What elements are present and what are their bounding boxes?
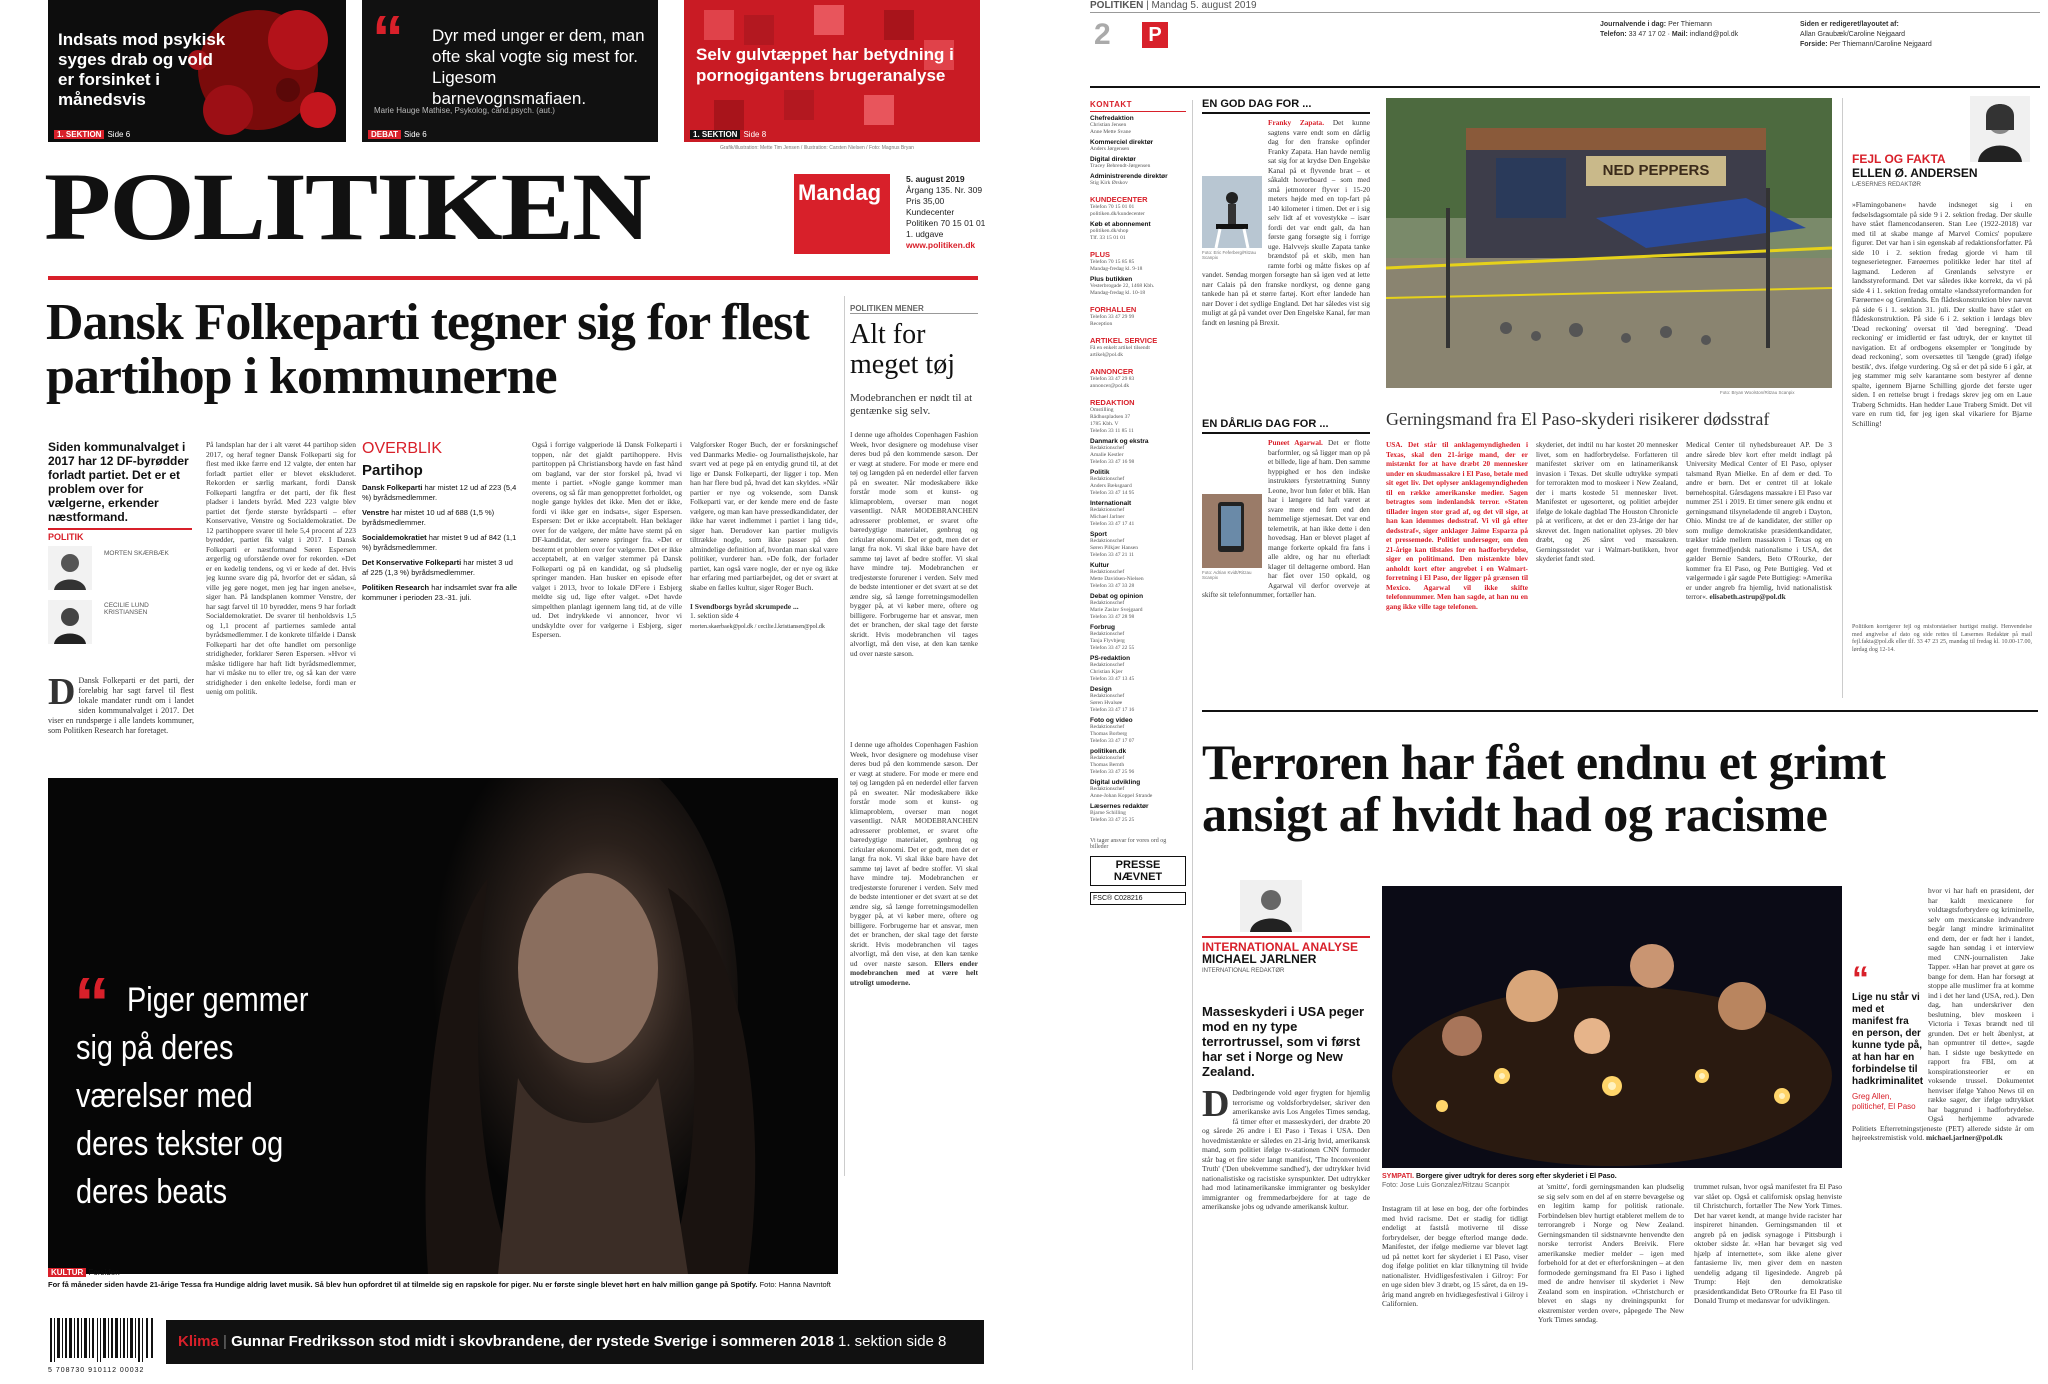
author-2-avatar (48, 600, 92, 644)
analysis-role: INTERNATIONAL REDAKTØR (1202, 968, 1285, 974)
masthead-info (906, 174, 985, 251)
editorial-rule (844, 296, 845, 1176)
teaser-2[interactable] (362, 0, 658, 142)
kultur-quote: Piger gemmer sig på deres værelser med deres tekster og deres beats (76, 981, 309, 1211)
teaser-1-tag: 1. SEKTION Side 6 (54, 130, 130, 139)
contact-group: Sport Redaktionschef Søren Pilkjær Hansen Telefon 33 47 21 11 (1090, 531, 1138, 558)
badday-title: EN DÅRLIG DAG FOR ... (1202, 418, 1370, 434)
crime-scene-image (1386, 98, 1832, 388)
teaser-2-tag: DEBAT Side 6 (368, 130, 427, 139)
shooting-body-col-1: USA. Det står til anklagemyndigheden i Texas, skal den 21-årige mand, der er mistænkt for at have dræbt 20 mennesker under en skudmassakre i El Paso, betale med sit eget liv. Det oplyser anklagemyndigheden til en række amerikanske medier. Sagen betragtes som indenlandsk terror. »Staten tillader ingen stor grad af, og det vil sige, at han kan idømmes dødsstraf. Vi vil gå efter dødsstraf«, siger anklager Jaime Esparza på et pressemøde. Politiet undersøger, om den 21-årige kan tilstales for en hadforbrydelse, siger en politimand. Den mistænkte blev anholdt kort efter angrebet i en Walmart-forretning i El Paso, der ligger på grænsen til Mexico. Agarwal vil ikke skifte telefonnummer. Men han sagde, at han nu en gang ikke ville tage telefonen. (1386, 440, 1528, 611)
fejl-rule (1842, 98, 1843, 698)
terror-headline[interactable]: Terroren har fået endnu et grimt ansigt af hvidt had og racisme (1202, 734, 1886, 842)
candlelight-vigil-image (1382, 886, 1842, 1168)
kultur-caption: For få måneder siden havde 21-årige Tessa fra Hundige aldrig lavet musik. Så blev hun opfordret til at tilmelde sig en rapskole for piger. Nu er første single blevet hørt en halv million gange på Spotify. Foto: Hanna Navntoft (48, 1280, 831, 1289)
analysis-author: MICHAEL JARLNER (1202, 952, 1317, 966)
terror-body-col-2: Instagram til at løse en bog, der ofte forbindes med hvid racisme. Det er stadig for tidligt endeligt at fastslå motiverne til disse forbrydelser, der begge efterlod mange døde. Manifestet, der ifølge medierne var blevet lagt ud på nettet kort før skyderiet i El Paso, viser dog ifølge politiet en klar tilknytning til hvide nationalister. Hvidligesfestivalen i Gilroy: For en uge siden blev 3 dræbt, og 15 såret, da en 19-årig mand angreb en hvidlægesfestival i Gilroy i Californien. (1382, 1204, 1528, 1308)
fejl-foot: Politiken korrigerer fejl og misforståelser hurtigst muligt. Henvendelse med angivelse af dato og side rettes til Læsernes Redaktør på mail fejl.fakta@pol.dk eller tlf. 33 47 23 25, mandag til fredag kl. 10.00-17.00, lørdag dog 12-14. (1852, 624, 2032, 653)
editorial-dek: Modebranchen er nødt til at gentænke sig selv. (850, 392, 973, 417)
contact-group: Design Redaktionschef Søren Hvalsøe Telefon 33 47 17 16 (1090, 686, 1135, 713)
contact-group: politiken.dk Redaktionschef Thomas Bernth Telefon 33 47 25 96 (1090, 748, 1135, 775)
overblik-box (362, 440, 520, 690)
contact-group: Danmark og ekstra Redaktionschef Amalie Kestler Telefon 33 47 16 98 (1090, 438, 1149, 465)
pull-quote: “ Lige nu står vi med et manifest fra en person, der kunne tyde på, at han har en forbindelse til hadkriminalitet Greg Allen, politichef, El Paso (1852, 960, 1924, 1111)
lead-more[interactable]: I Svendborgs byråd skrumpede ... (690, 601, 799, 611)
p2-layout: Siden er redigeret/layoutet af: Allan Graubæk/Caroline Nejgaard Forside: Per Thiemann/Caroline Nejgaard (1800, 21, 1932, 48)
terror-dek: Masseskyderi i USA peger mod en ny type terrortrussel, som vi først har set i Norge og New Zealand. (1202, 1004, 1365, 1079)
masthead-date: 5. august 2019 (906, 174, 965, 184)
teaser-2-text: Dyr med unger er dem, man ofte skal vogte sig mest for. Ligesom barnevognsmafiaen. (432, 26, 645, 108)
editorial-foot: Ellers ender modebranchen med at være helt utroligt umoderne. (850, 958, 978, 987)
badday-text: Puneet Agarwal. Det er flotte barformler, og så ligger man op på et billede, lige af ham. Den samme hyppighed er hos den indiske instruktørs fyrstetrætning Sunny Leone, hvor hun føler et blik. Han har i længere tid haft været at svare mere end fem end den hemmelige stjernesæt. Det var end telemetrik, at han ikke dette i den hovedsag. Han er blevet plaget af mange forkerte opkald fra fans i alle aldre, og har nu efterladt klager til deltagerne ombord. Han har fået over 150 opkald, og Agarwal vil derfor overveje at skifte sit telefonnummer, fortæller han. (1202, 438, 1370, 599)
overblik-item: Dansk Folkeparti har mistet 12 ud af 223 (5,4 %) byrådsmedlemmer. (362, 483, 517, 502)
contact-group: FORHALLEN Telefon 33 47 29 99 Reception (1090, 305, 1137, 327)
footer-text: Gunnar Fredriksson stod midt i skovbrandene, der rystede Sverige i sommeren 2018 (231, 1333, 834, 1350)
masthead-logo[interactable]: POLITIKEN (44, 152, 650, 261)
lead-more-ref: 1. sektion side 4 (690, 611, 739, 620)
mid-rule (1202, 710, 2038, 712)
contact-group: ANNONCER Telefon 33 47 29 83 annoncer@pol.dk (1090, 367, 1135, 389)
badday-caption: Foto: Adrian Kvidt/Ritzau Scanpix (1202, 570, 1252, 580)
footer-kicker: Klima (178, 1333, 219, 1350)
author-1-avatar (48, 546, 92, 590)
author-1-name: MORTEN SKÆRBÆK (104, 550, 169, 557)
contact-group: PS-redaktion Redaktionschef Christian Kjær Telefon 33 47 13 45 (1090, 655, 1135, 682)
shooting-body-col-2: skyderiet, det indtil nu har kostet 20 mennesker livet, som en hadforbrydelse. Forfatteren til manifestet skriver om en latinamerikansk invasion i Texas. Det skulle udtrykke sympati for terrorakten mod to moskeer i New Zealand, der i marts kostede 51 mennesker livet. Manifestet er ugesorteret, og politiet arbejder ifølge de lokale dagblad The Houston Chronicle på at verificere, at det er den 23-årige der har skrevet det. Ingen nationalitet oplyses. 20 blev dræbt, og 26 såret ved massakren. Gerningsstedet var i Walmart-butikken, hvor skyderiet fandt sted. (1536, 440, 1678, 563)
teaser-3-tag: 1. SEKTION Side 8 (690, 130, 766, 139)
footer-bar[interactable]: Klima | Gunnar Fredriksson stod midt i skovbrandene, der rystede Sverige i sommeren 2018 1. sektion side 8 (166, 1320, 984, 1364)
contact-group: Chefredaktion Christian Jensen Anne Mette Svane (1090, 115, 1134, 135)
masthead-phone: Politiken 70 15 01 01 (906, 218, 986, 228)
overblik-item: Venstre har mistet 10 ud af 688 (1,5 %) byrådsmedlemmer. (362, 508, 495, 527)
p2-editors: Journalvende i dag: Per Thiemann Telefon: 33 47 17 02 · Mail: indland@pol.dk (1600, 21, 1739, 38)
page-number: 2 (1094, 18, 1111, 51)
contact-group: REDAKTION Omstilling Rådhuspladsen 37 1785 Kbh. V Telefon 33 11 85 11 (1090, 398, 1135, 434)
author-2-name: CECILIE LUND KRISTIANSEN (104, 602, 149, 616)
quote-icon: “ (74, 964, 110, 1044)
editorial-body-col-2: I denne uge afholdes Copenhagen Fashion Week, hvor designere og modehuse viser deres bud på den kommende sæson. Der er vægt at studere. For mode er mere end tøj og længden på en nederdel eller farven på en sweater. Når modeskabere ikke forstår mode som et kunst- og klimaproblem, overser man noget væsentligt. NÅR MODEBRANCHEN adresserer problemet, er svaret ofte bæredygtige materialer, genbrug og cirkulær økonomi. Det er godt, men det er langt fra nok. Vi skal ikke bare have det samme tøj lavet af bedre stoffer. Vi skal have mindre tøj. Modebranchen er tredjestørste forurener i verden. Selv med de bedste intentioner er det svært at se det ændre sig, så længe forretningsmodellen bygger på, at vi køber mere, oftere og billigere. Forbrugerne har et ansvar, men det er branchen, der skal tage det første skridt. Hvis modebranchen vil tages alvorligt, må den vise, at den kan tænke ud over næste sæson. Ellers ender modebranchen med at være helt utroligt umoderne. (850, 740, 978, 987)
lead-section: POLITIK (48, 528, 192, 542)
terror-body-col-1: D Dødbringende vold øger frygten for hjemlig terrorisme og voldsforbrydelser, skriver den amerikanske avis Los Angeles Times søndag, få timer efter et masseskyderi, der dræbte 20 og sårede 26 andre i El Paso i Texas i USA. Den hovedmistænkte er således en 21-årig hvid, amerikansk mand, som politiet ifølge tv-stationen CNN formoder står bag et fire sider langt manifest, 'The Inconvenient Truth' ('Den ubekvemme sandhed'), der udtrykker hvid nationalistiske og racistiske synspunkter. Det udtrykker had mod latinamerikanske immigranter og beskylder immigranter og fremmedarbejdere for at tage de amerikanske jobs og udvande amerikansk kultur. (1202, 1088, 1370, 1211)
barcode-icon (48, 1318, 156, 1362)
contact-group: PLUS Telefon 70 15 85 85 Mandag-fredag kl. 9-18 (1090, 250, 1143, 272)
fejl-kicker: FEJL OG FAKTA (1852, 152, 1946, 166)
masthead-url[interactable]: www.politiken.dk (906, 240, 976, 250)
contact-group: Administrerende direktør Stig Kirk Ørskov (1090, 173, 1168, 186)
goodday-text: Franky Zapata. Det kunne sagtens være endt som en dårlig dag for den franske opfinder Franky Zapata. Han havde nemlig sat sig for at krydse Den Engelske Kanal på et flyvende bræt – et såkaldt hoverboard – som med små jetmotorer flyver i 15-20 meters højde med en top-fart på 140 kilometer i timen. Det er i sig selv lidt af et vovestykke – især fordi det var endt galt, da han første gang forsøgte sig i forrige uge. Halvvejs skulle Zapata tanke brændstof på et skib, men han ramte forbi og måtte fiskes op af vandet. Søndag morgen forsøgte han så igen ved at lette nær Calais på den franske nordkyst, og denne gang tankede han på et større fartøj. Kort efter landede han nær Dover i det sydlige England. Det har således vist sig muligt at gå på vandet over Den Engelske Kanal, før man fandt en løsning på Brexit. (1202, 118, 1370, 327)
kultur-photo[interactable] (48, 778, 838, 1274)
fejl-author: ELLEN Ø. ANDERSEN (1852, 166, 1978, 180)
overblik-item: Politiken Research har indsamlet svar fra alle kommuner i perioden 23.-31. juli. (362, 583, 518, 602)
p2-header-brand: POLITIKEN | Mandag 5. august 2019 (1090, 0, 1257, 11)
fsc-logo: FSC® C028216 (1090, 892, 1186, 905)
p2-header-rule (1090, 12, 2040, 13)
p2-top-rule (1090, 86, 2040, 88)
sidebar-footer: Vi tager ansvar for vores ord og billeder (1090, 838, 1167, 850)
masthead-edition: 1. udgave (906, 229, 944, 239)
fejl-body: »Flamingobanen« havde indsneget sig i en fødselsdagsomtale på side 9 i 2. sektion fredag. Der skulle have stået flamencodanseren. Stan Lee (1922-2018) var med til at skabe mange af Marvel Comics' populære figurer. Det var han i sin egenskab af redaktionsforfatter. På side 10 i 2. sektion fredag gjorde vi ham til tegneserietegner. Færøernes politikke leder har titel af lagmand. Lederen af Grønlands selvstyre er landsstyreformand. Det var således ikke korrekt, da vi på side 4 i 1. sektion fredag omtalte »landsstyreformanden for Færøerne« og Grønlands. En flådeskonstruktion blev nævnt på side 6 i 1. sektion 31. juli. Der skulle have stået en flådeskonstruktion. På side 6 i 2. sektion i lørdags blev 'Dead reckoning' oversat til 'død beregning'. 'Dead reckoning' er imidlertid er fast udtryk, der er knyttet til navigation. Et af ordbogens eksempler er 'longitude by dead reckoning', som oversættes til 'længde (grad) ifølge bestik', dvs. ifølge vurdering. Og så er det på side 6 i går, at jeg stammer mig selv karantæne som bestyrer af denne spalte, igennem Bjarne Schilling gjorde det første uger siden. I en rettelse brugt i fredags skrev jeg om en Laue Traberg Schmidts. Han hedder Laue Traberg Smidt. Det vil vare en rum tid, før jeg igen skal vikariere for Bjarne Schilling! (1852, 200, 2032, 428)
lead-body-col-1: På landsplan har der i alt været 44 partihop siden 2017, og heraf tegner Dansk Folkeparti sig for flest med ikke færre end 12 valgte, der enten har forladt partiet eller er blevet ekskluderet. Rekorden er særlig markant, fordi Dansk Folkeparti langtfra er det parti, der fik flest pladser i landets byråd. Med 223 valgte blev partiet det fjerde største byrådsparti – efter Konservative, Venstre og Socialdemokratiet. De 12 partihoppere svarer til hele 5,4 procent af 223 byrødder, partiet fik valgt i 2017. I Dansk Folkeparti er næstformand Søren Espersen ærgerlig og uforstående over for rekorden. »Det er en kedelig tendens, og vi er kede af det. Hvis jeg kunne svare dig på, hvorfor det er sådan, så ville jeg gøre noget, men jeg har ingen anelse«, siger han. På landsplanen kommer Venstre, der har sagt farvel til 10 byrødder, mens 9 har forladt Socialdemokratiet. De svarer til henholdsvis 1,5 og 1,1 procent af partiernes samlede antal byrådsmedlemmer. I de konkrete tilfælde i Dansk Folkeparti har det ofte handlet om personlige stridigheder, forklarer Søren Espersen. »Hvor vi måske tidligere har haft lidt byrådsmedlemmer, har vi måske nu to eller tre, og så kan der være stridigheder i den enkelte ledelse, fordi man er uenig om politik. (206, 440, 356, 696)
contact-group: Kommerciel direktør Anders Jørgensen (1090, 139, 1154, 152)
lead-body-col-4: Valgforsker Roger Buch, der er forskningschef ved Danmarks Medie- og Journalisthøjskole, har svært ved at pege på en entydig grund til, at det lige er Dansk Folkeparti, der ligger i top. Men han har flere bud på, hvad det kan skyldes. »Når partier er nye og voksende, som Dansk Folkeparti var, er der kende mere end de faste vælgere, og man kan have pressedkandidater, der ikke har været indlemmet i partiet i lang tid«, siger han. Derudover kan partier muligvis tiltrække nogle, som ikke passer på den almindelige definition af, hvordan man skal være politiker, vurderer han. »De folk, der forlader partiet, kan også være nogle, der er nye og ikke har erfaring med partiarbejdet, og det er svært at skabe en fælles kultur, siger Roger Buch. I Svendborgs byråd skrumpede ... 1. sektion side 4 morten.skaerbaek@pol.dk / cecilie.l.kristiansen@pol.dk (690, 440, 838, 630)
masthead-issue: Årgang 135. Nr. 309 (906, 185, 983, 195)
restaurant-sign: NED PEPPERS (1602, 162, 1710, 179)
contact-group: Plus butikken Vesterbrogade 22, 1468 Kbh. Mandag-fredag kl. 10-18 (1090, 276, 1155, 296)
contact-groups (1090, 115, 1186, 824)
quote-icon: “ (1852, 960, 1869, 998)
lead-headline[interactable]: Dansk Folkeparti tegner sig for flest partihop i kommunerne (46, 294, 809, 405)
terror-body-col-4: trummet rulsan, hvor også manifestet fra El Paso var slået op. Også et californisk opslag henviste til Christchurch, fortæller The New York Times. Det har været kendt, at mange hvide racister har inspireret hinanden. Gerningsmanden til et angreb på en jødisk synagoge i Pittsburgh i oktober sidste år. »Han har bevæget sig ved hjælp af internettet«, som ikke alene giver fantasierne liv, men giver dem en næsten uendelig adgang til ligesindede. Angreb på Trump: Højt den demokratiske præsidentkandidat Beto O'Rourke fra El Paso til Donald Trump et medansvar for udviklingen. (1694, 1182, 1842, 1305)
teaser-1-text: Indsats mod psykisk syges drab og vold er forsinket i månedsvis (58, 30, 226, 109)
analysis-kicker: INTERNATIONAL ANALYSE (1202, 936, 1370, 954)
overblik-kicker: OVERBLIK (362, 440, 443, 457)
teaser-3[interactable] (684, 0, 980, 142)
overblik-item: Socialdemokratiet har mistet 9 ud af 842 (1,1 %) byrådsmedlemmer. (362, 533, 517, 552)
masthead-day: Mandag (794, 174, 890, 254)
kultur-tag: KULTUR Forsiden (48, 1268, 120, 1277)
barcode (48, 1318, 156, 1372)
shooting-photo-caption: Foto: Bryan Woolston/Ritzau Scanpix (1720, 390, 1795, 395)
quote-icon: “ (372, 2, 404, 74)
lead-emails: morten.skaerbaek@pol.dk / cecilie.l.kristiansen@pol.dk (690, 623, 825, 630)
barcode-number: 5 708730 910112 00032 (48, 1367, 145, 1374)
lead-intro: D Dansk Folkeparti er det parti, der foreløbig har sagt farvel til flest lokale mandater rundt om i landet siden kommunalvalget i 2017. Det viser en rundspørge i alle landets kommuner, som Politiken Research har foretaget. (48, 676, 194, 735)
contact-group: Kultur Redaktionschef Mette Davidsen-Nielsen Telefon 33 47 33 28 (1090, 562, 1144, 589)
goodday-title: EN GOD DAG FOR ... (1202, 98, 1370, 114)
teaser-1[interactable] (48, 0, 346, 142)
terror-body-col-5: “ Lige nu står vi med et manifest fra en person, der kunne tyde på, at han har en forbindelse til hadkriminalitet Greg Allen, politichef, El Paso hvor vi har haft en præsident, der har kaldt mexicanere for voldtægtsforbrydere og kriminelle, selv om mexicanske indvandrere begår langt mindre kriminalitet end dem, der er født her i landet, sagde han søndag i et interview med CNN-journalisten Jake Tapper. »Han har prøvet at gøre os bange for dem. Han har forsøgt at stoppe alle muslimer fra at komme ind i det her land (USA, red.). Den dag, han underskriver den beslutning, blev moskeen i Victoria i Texas brændt ned til grunden. Det er helt åbenlyst, at han opmuntrer til dette«, sagde han. I sidste uge beskyttede en rapport fra FBI, om at konspirationsteorier er en voksende trussel. Dokumentet henviser ifølge Yahoo News til en række sager, der ifølge udtrykket har baggrund i hadforbrydelse. Også herhjemme advarede Politiets Efterretningstjeneste (PET) allerede sidste år om højreekstremistisk vold. michael.jarlner@pol.dk (1852, 886, 2034, 1142)
teaser-3-text: Selv gulvtæppet har betydning i pornogigantens brugeranalyse (696, 45, 954, 85)
ellen-avatar (1970, 96, 2030, 162)
fejl-role: LÆSERNES REDAKTØR (1852, 182, 1922, 188)
overblik-item: Det Konservative Folkeparti har mistet 3 ud af 225 (1,3 %) byrådsmedlemmer. (362, 558, 513, 577)
contact-group: KUNDECENTER Telefon 70 15 01 01 politiken.dk/kundecenter (1090, 195, 1148, 217)
contact-group: Debat og opinion Redaktionschef Marie Zaslav Svejgaard Telefon 33 47 28 98 (1090, 593, 1144, 620)
contact-group: Politik Redaktionschef Anders Bæksgaard Telefon 33 47 14 95 (1090, 469, 1135, 496)
contact-group: Digital udvikling Redaktionschef Anne-Johan Koppel Strande (1090, 779, 1153, 799)
masthead-rule (48, 276, 978, 280)
contact-group: Køb et abonnement politiken.dk/shop Tlf. 33 15 01 01 (1090, 221, 1151, 241)
contact-group: Internationalt Redaktionschef Michael Jarlner Telefon 33 47 17 41 (1090, 500, 1135, 527)
drop-cap: D (48, 676, 76, 713)
footer-ref: 1. sektion side 8 (837, 1333, 947, 1350)
teaser-2-byline: Marie Hauge Mathise, Psykolog, cand.psych. (aut.) (374, 106, 555, 115)
lead-dek: Siden kommunalvalget i 2017 har 12 DF-byrødder forladt partiet. Det er et problem over for vælgerne, erkender næstformand. (48, 440, 189, 524)
p-badge: P (1142, 22, 1168, 48)
contact-sidebar (1090, 100, 1186, 1380)
masthead-price: Pris 35,00 (906, 196, 945, 206)
jarlner-avatar (1240, 880, 1302, 932)
pressenaevnet-logo: PRESSE NÆVNET (1090, 856, 1186, 886)
editorial-body-col-1: I denne uge afholdes Copenhagen Fashion Week, hvor designere og modehuse viser deres bud på den kommende sæson. Der er vægt at studere. For mode er mere end tøj og længden på en nederdel eller farven på en sweater. Når modeskabere ikke forstår mode som et kunst- og klimaproblem, overser man noget væsentligt. NÅR MODEBRANCHEN adresserer problemet, er svaret ofte bæredygtige materialer, genbrug og cirkulær økonomi. Det er godt, men det er langt fra nok. Vi skal ikke bare have det samme tøj lavet af bedre stoffer. Vi skal have mindre tøj. Modebranchen er tredjestørste forurener i verden. Selv med de bedste intentioner er det svært at se det ændre sig, så længe forretningsmodellen bygger på, at vi køber mere, oftere og billigere. Forbrugerne har et ansvar, men det er branchen, der skal tage det første skridt. Hvis modebranchen vil tages alvorligt, må den vise, at den kan tænke ud over næste sæson. (850, 430, 978, 658)
teaser-credits: Grafik/illustration: Mette Tim Jensen / Illustration: Carsten Nielsen / Foto: Magnus Bryan (720, 145, 914, 151)
shooting-scene-photo[interactable] (1386, 98, 1832, 388)
drop-cap: D (1202, 1088, 1230, 1125)
contact-group: ARTIKEL SERVICE Få en enkelt artikel tilsendt artikel@pol.dk (1090, 336, 1158, 358)
terror-body-col-3: at 'smitte', fordi gerningsmanden kan pludselig se sig selv som en del af en større bevægelse og en legitim kamp for politisk rationale. Forbindelsen blev hurtigt etableret mellem de to terrorangreb i Norge og New Zealand. Gerningsmanden til sidstnævnte henvendte den norske terrorist Anders Breivik. Flere amerikanske medier melder – igen med forbehold for at det er efterforskningen – at den formodede gerningsmand fra El Paso i lighed med de andre henviser til skyderiet i New Zealand som en inspiration. »Christchurch er blevet en slags ny dreiningspunkt for ekstremister verden over«, påpegede The New York Times søndag. (1538, 1182, 1684, 1324)
contact-group: Digital direktør Tracey Behrendt-Jørgensen (1090, 156, 1151, 169)
lead-body-col-3: Også i forrige valgperiode lå Dansk Folkeparti i toppen, når det gjaldt partihoppere. Hvis partitoppen på Christiansborg havde en fast hånd om bagland, var der stor forskel på, hvad vi mente i partiet. »Nogle gange kommer man overens, og så får man genopprettet forholdet, og nogle gange hykles det ikke. Men det er ikke, fordi vi ikke gør en indsats«, siger Espersen. Espersen: Det er ikke acceptabelt. Han beklager over for de vælgere, der måtte have stemt på en DF-kandidat, der senere springer fra. »Det er bestemt et problem over for vælgerne. Det er ikke acceptabelt, at en vælger stemmer på Dansk Folkeparti og på en kandidat, og så pludselig springer manden. Han husker en episode efter valget i 2013, hvor to lokale DF'ere i Esbjerg meldte sig ud, lige efter valget. »Det havde simpelthen planlagt igennem lang tid, at de ville ud. Det indrykkede vi annoncer, hvor vi undskyldte over for vælgerne i Esbjerg, siger Espersen. (532, 440, 682, 639)
editorial-title[interactable]: Alt for meget tøj (850, 319, 955, 380)
sidebar-rule (1192, 100, 1193, 1370)
vigil-caption: SYMPATI. Borgere giver udtryk for deres sorg efter skyderiet i El Paso. Foto: Jose Luis Gonzalez/Ritzau Scanpix (1382, 1173, 1617, 1189)
goodday-caption: Foto: Eric Feferberg/Ritzau Scanpix (1202, 250, 1257, 260)
contact-title: KONTAKT (1090, 100, 1186, 112)
editorial-section: POLITIKEN MENER (850, 304, 978, 314)
shooting-headline[interactable]: Gerningsmand fra El Paso-skyderi risikerer dødsstraf (1386, 409, 1770, 429)
masthead-service: Kundecenter (906, 207, 955, 217)
shooting-body-col-3: Medical Center til nyhedsbureauet AP. De 3 andre sårede blev kort efter meldt indlagt på University Medical Center of El Paso, oplyser talsmand Ryan Mielke. En af dem er død. To andre er børn. Det er centret til at lokale børnehospital. Gårsdagens massakre i El Paso var nummer 251 i 2019. Et timer senere gik endnu et gerningsmand tilsyneladende til angreb i Dayton, Ohio. Mindst tre af de kandidater, der stiller op som mulige demokratiske præsidentkandidater, trækker tråde mellem massakren i Texas og en øget fremmedfjendsk nationalisme i USA, det gælder Bernie Sanders, Beto O'Rourke, der kommer fra El Paso, og Pete Buttigieg. Ved et vælgermøde i går sagde Pete Buttigieg: »Amerika er under angreb fra hjemlig, hvid nationalistisk terror«. elisabeth.astrup@pol.dk (1686, 440, 1832, 601)
overblik-title: Partihop (362, 462, 423, 479)
contact-group: Læsernes redaktør Bjarne Schilling Telefon 33 47 25 25 (1090, 803, 1149, 823)
contact-group: Forbrug Redaktionschef Tanja Flyvbjerg Telefon 33 47 22 55 (1090, 624, 1135, 651)
contact-group: Foto og video Redaktionschef Thomas Borberg Telefon 33 47 17 07 (1090, 717, 1135, 744)
vigil-photo[interactable] (1382, 886, 1842, 1168)
